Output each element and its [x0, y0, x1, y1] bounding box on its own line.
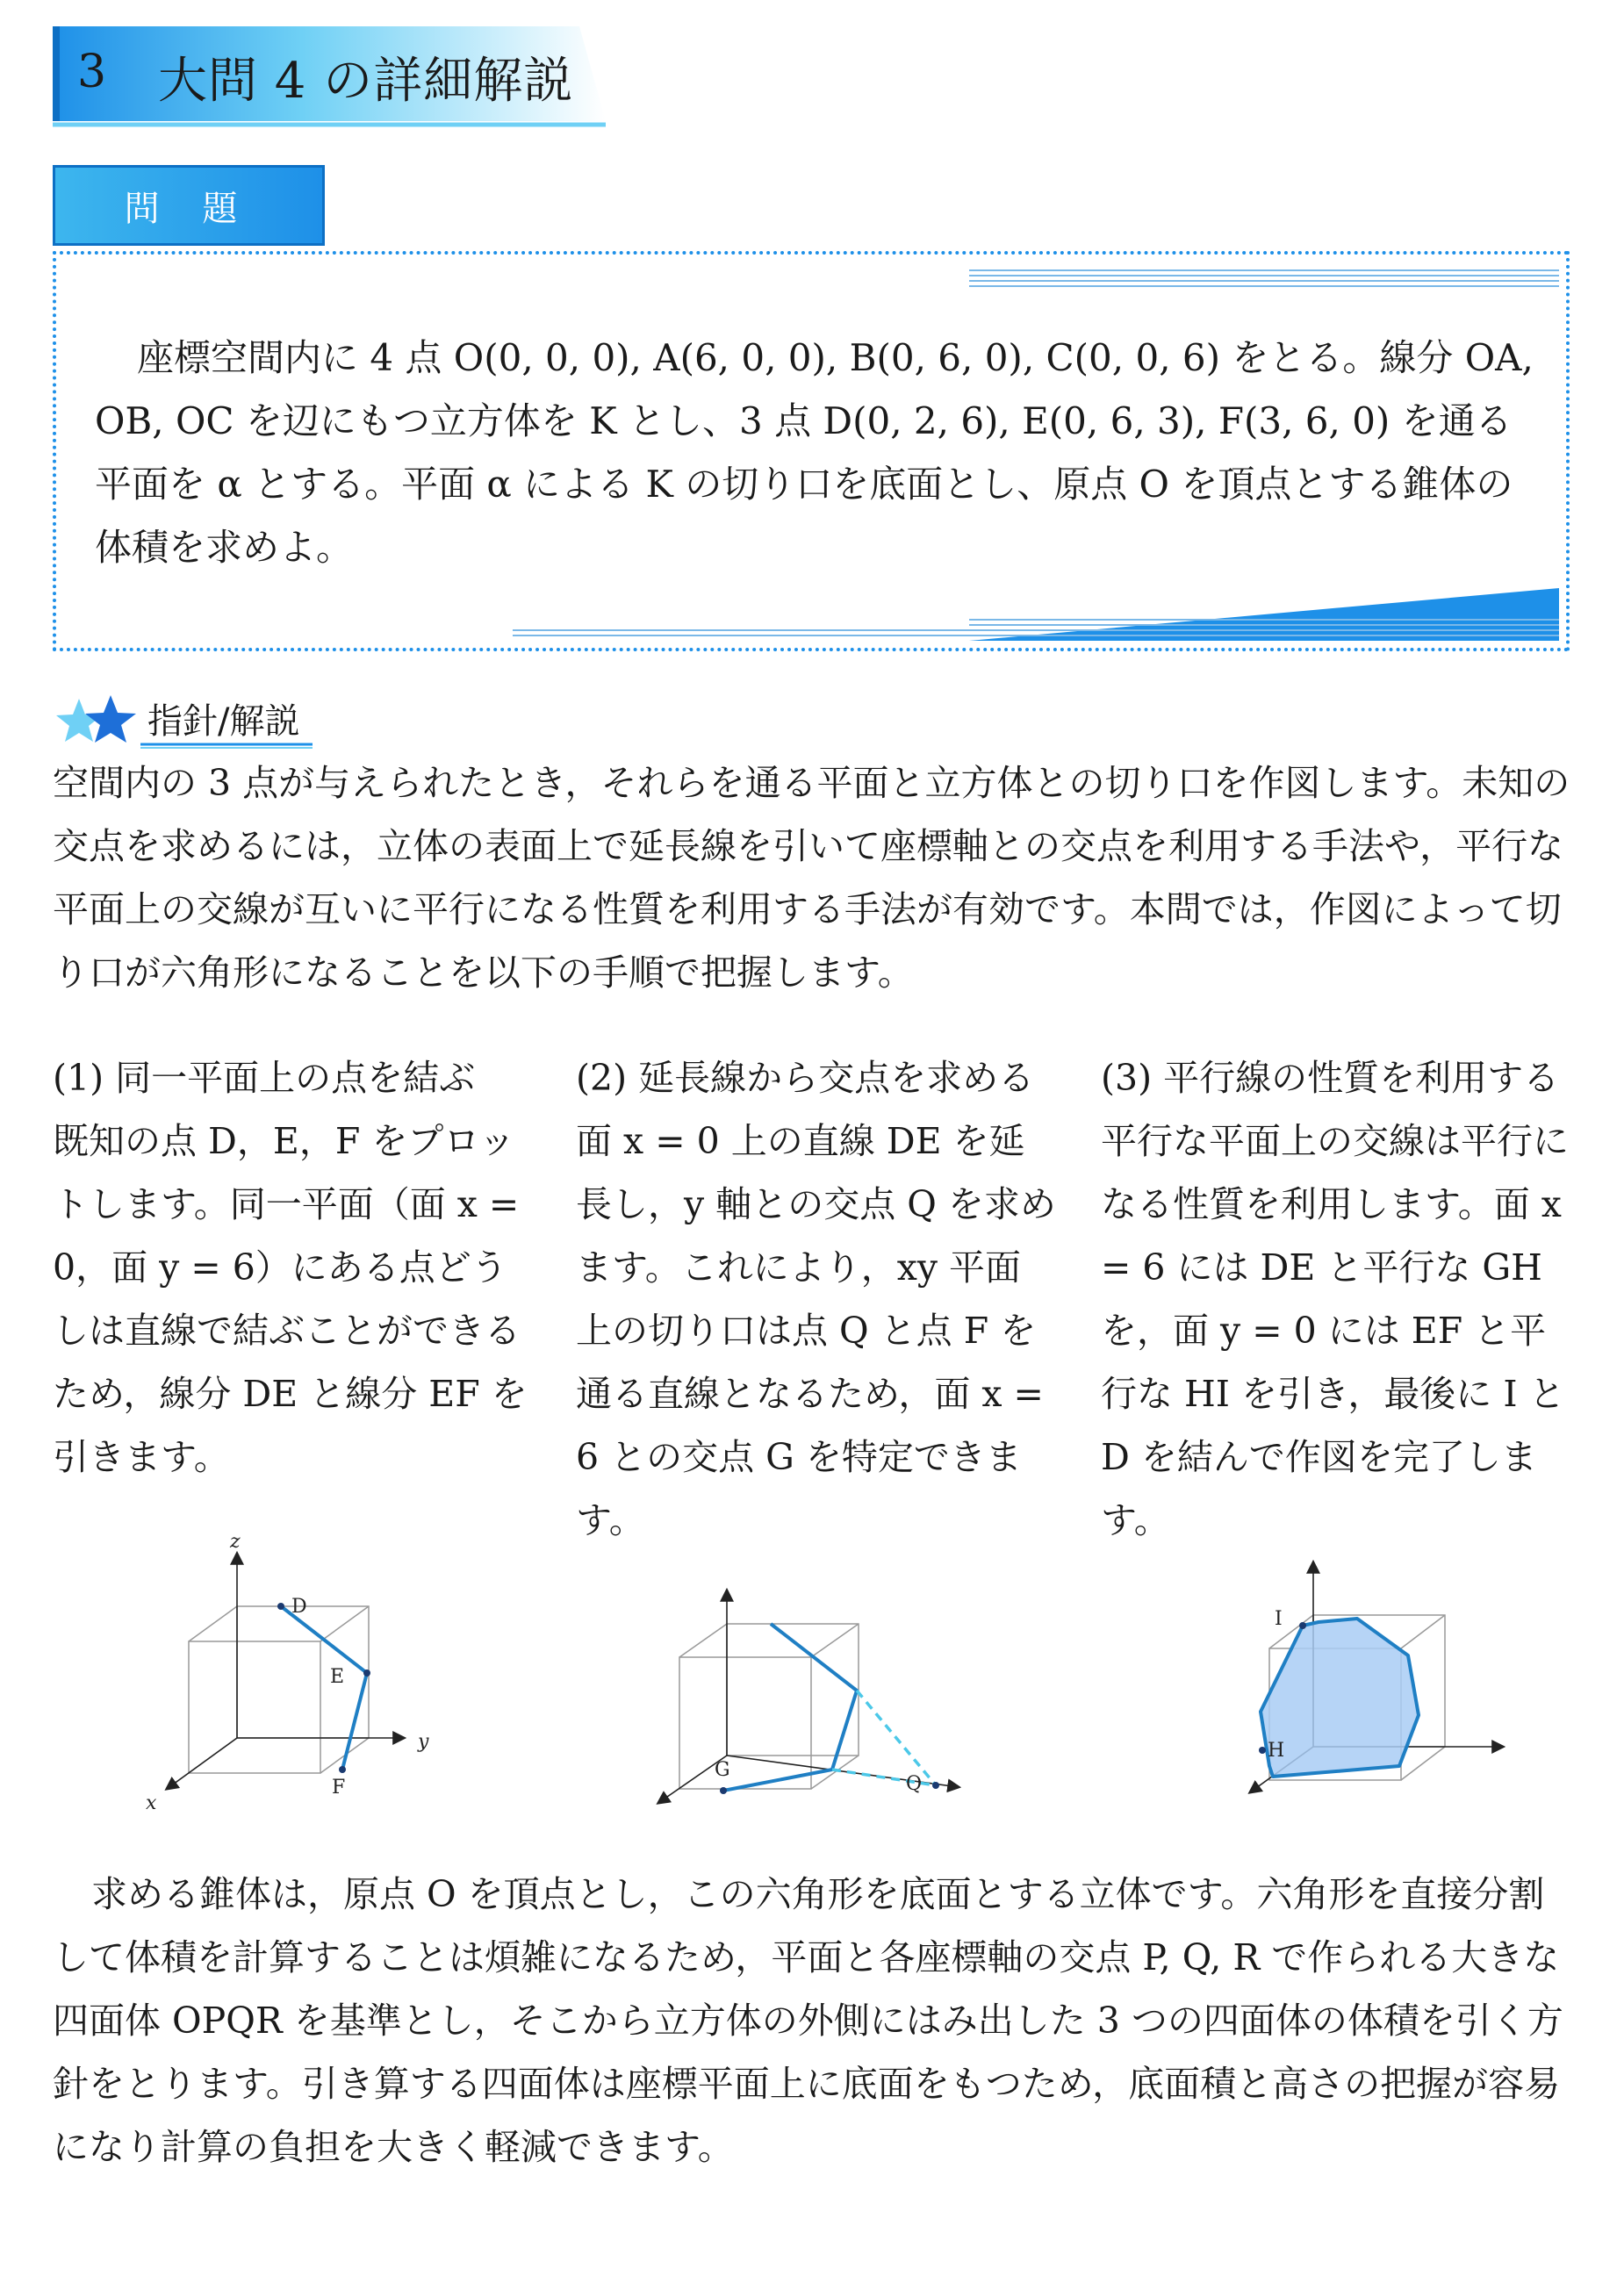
hint-text: 空間内の 3 点が与えられたとき，それらを通る平面と立方体との切り口を作図します。未知の交点を求めるには，立体の表面上で延長線を引いて座標軸との交点を利用する手法や，平行な平面上の交線が互いに平行になる性質を利用する手法が有効です。本問では，作図によって切り口が六角形になることを以下の手順で把握します。	[53, 762, 1570, 994]
problem-label: 問 題	[53, 165, 325, 246]
step-column-3	[1101, 1046, 1582, 1552]
figure-step-2	[650, 1527, 983, 1826]
point-label-h: H	[1268, 1740, 1285, 1762]
hint-underline	[140, 743, 313, 750]
cube-diagram	[132, 1527, 465, 1826]
point-label-f: F	[332, 1777, 346, 1799]
step-column-2	[576, 1046, 1057, 1552]
step-heading: (2) 延長線から交点を求める	[576, 1057, 1035, 1099]
point-label-e: E	[330, 1666, 345, 1688]
step-body: 面 x = 0 上の直線 DE を延長し，y 軸との交点 Q を求めます。これにより，xy 平面上の切り口は点 Q と点 F を通る直線となるため，面 x = 6 との交点 G を特定できます。	[576, 1120, 1056, 1541]
point-label-g: G	[715, 1759, 730, 1781]
section-number: 3	[77, 46, 107, 98]
star-icon	[53, 686, 149, 748]
point-label-d: D	[291, 1596, 307, 1618]
axis-label-y: y	[418, 1731, 429, 1753]
problem-text	[95, 327, 1543, 579]
figure-step-1	[132, 1527, 465, 1826]
step-column-1	[53, 1046, 534, 1489]
point-label-i: I	[1275, 1608, 1283, 1630]
axis-label-z: z	[230, 1531, 241, 1553]
problem-paragraph: 座標空間内に 4 点 O(0, 0, 0), A(6, 0, 0), B(0, 6, 0), C(0, 0, 6) をとる。線分 OA, OB, OC を辺にもつ立方体を K とし、3 点 D(0, 2, 6), E(0, 6, 3), F(3, 6, 0) を通る平面を α とする。平面 α による K の切り口を底面とし、原点 O を頂点とする錐体の体積を求めよ。	[95, 336, 1534, 569]
step-body: 既知の点 D，E，F をプロットします。同一平面（面 x = 0，面 y = 6）にある点どうしは直線で結ぶことができるため，線分 DE と線分 EF を引きます。	[53, 1120, 528, 1478]
step-body: 平行な平面上の交線は平行になる性質を利用します。面 x = 6 には DE と平行な GH を，面 y = 0 には EF と平行な HI を引き，最後に I と D を結んで作図を完了します。	[1101, 1120, 1569, 1541]
point-label-q: Q	[906, 1773, 923, 1795]
hint-title: 指針/解説	[147, 701, 300, 742]
step-heading: (1) 同一平面上の点を結ぶ	[53, 1057, 476, 1099]
cube-diagram	[650, 1527, 983, 1826]
axis-label-x: x	[146, 1792, 157, 1814]
section-title: 大問 4 の詳細解説	[158, 53, 574, 110]
figure-step-3	[1201, 1527, 1534, 1826]
conclusion-text: 求める錐体は，原点 O を頂点とし，この六角形を底面とする立体です。六角形を直接分割して体積を計算することは煩雑になるため，平面と各座標軸の交点 P, Q, R で作られる大きな四面体 OPQR を基準とし，そこから立方体の外側にはみ出した 3 つの四面体の体積を引く方針をとります。引き算する四面体は座標平面上に底面をもつため，底面積と高さの把握が容易になり計算の負担を大きく軽減できます。	[53, 1873, 1563, 2168]
cube-diagram	[1201, 1527, 1534, 1826]
step-heading: (3) 平行線の性質を利用する	[1101, 1057, 1560, 1099]
